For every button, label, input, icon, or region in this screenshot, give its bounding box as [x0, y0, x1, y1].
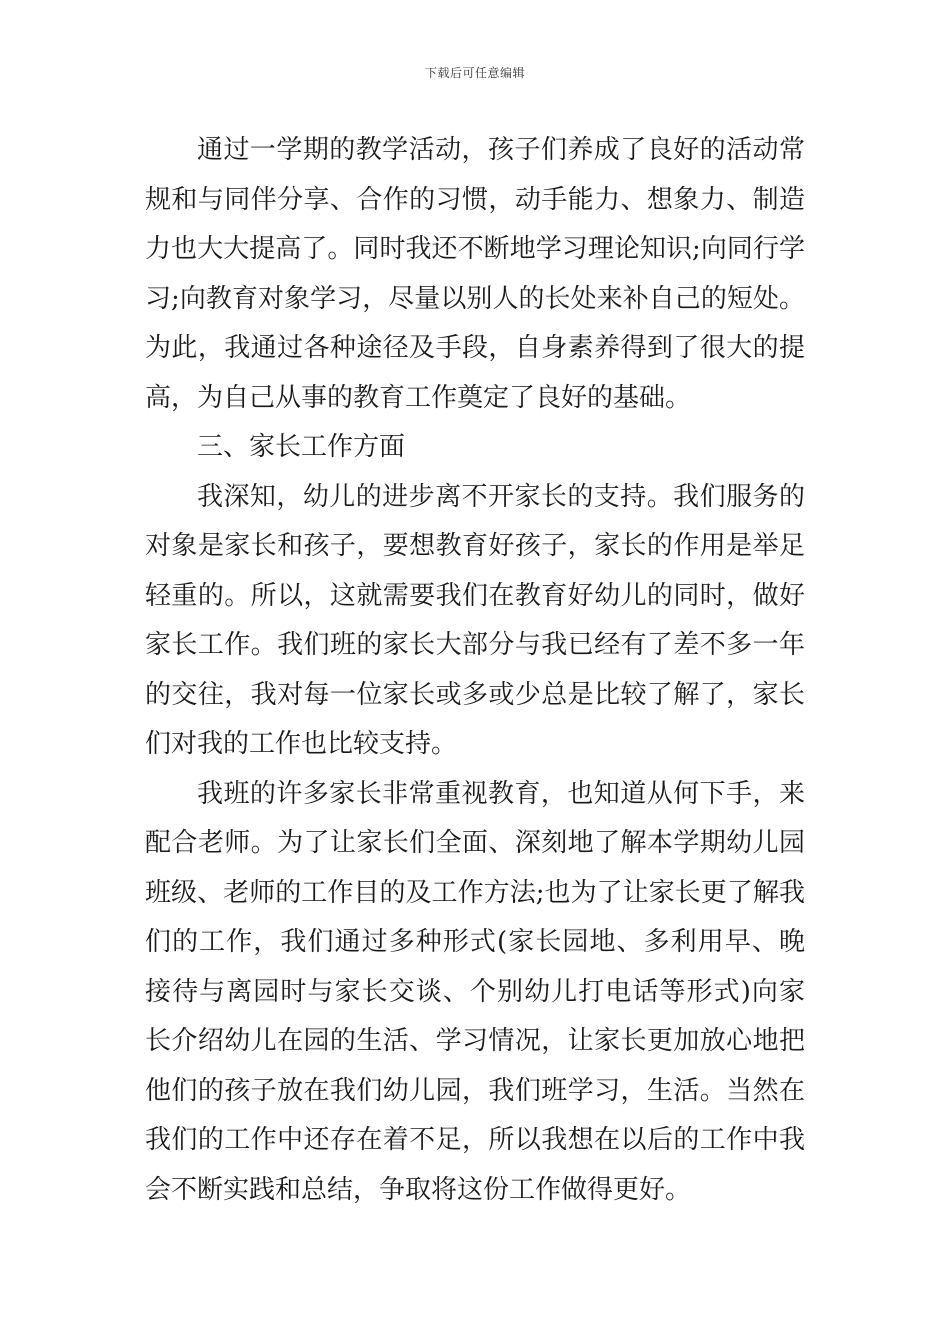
paragraph-parent-support: 我深知，幼儿的进步离不开家长的支持。我们服务的对象是家长和孩子，要想教育好孩子，家长的作用是举足轻重的。所以，这就需要我们在教育好幼儿的同时，做好家长工作。我们班的家长大部分与我已经有了差不多一年的交往，我对每一位家长或多或少总是比较了解了，家长们对我的工作也比较支持。	[145, 481, 805, 759]
paragraph-parent-communication: 我班的许多家长非常重视教育，也知道从何下手，来配合老师。为了让家长们全面、深刻地了解本学期幼儿园班级、老师的工作目的及工作方法;也为了让家长更了解我们的工作，我们通过多种形式(家长园地、多利用早、晚接待与离园时与家长交谈、个别幼儿打电话等形式)向家长介绍幼儿在园的生活、学习情况，让家长更加放心地把他们的孩子放在我们幼儿园，我们班学习，生活。当然在我们的工作中还存在着不足，所以我想在以后的工作中我会不断实践和总结，争取将这份工作做得更好。	[145, 778, 805, 1205]
paragraph-teaching-summary: 通过一学期的教学活动，孩子们养成了良好的活动常规和与同伴分享、合作的习惯，动手能力、想象力、制造力也大大提高了。同时我还不断地学习理论知识;向同行学习;向教育对象学习，尽量以别人的长处来补自己的短处。为此，我通过各种途径及手段，自身素养得到了很大的提高，为自己从事的教育工作奠定了良好的基础。	[145, 135, 805, 413]
page-header: 下载后可任意编辑	[424, 66, 525, 80]
document-body	[145, 126, 805, 1215]
section-heading-parent-work: 三、家长工作方面	[197, 432, 406, 462]
